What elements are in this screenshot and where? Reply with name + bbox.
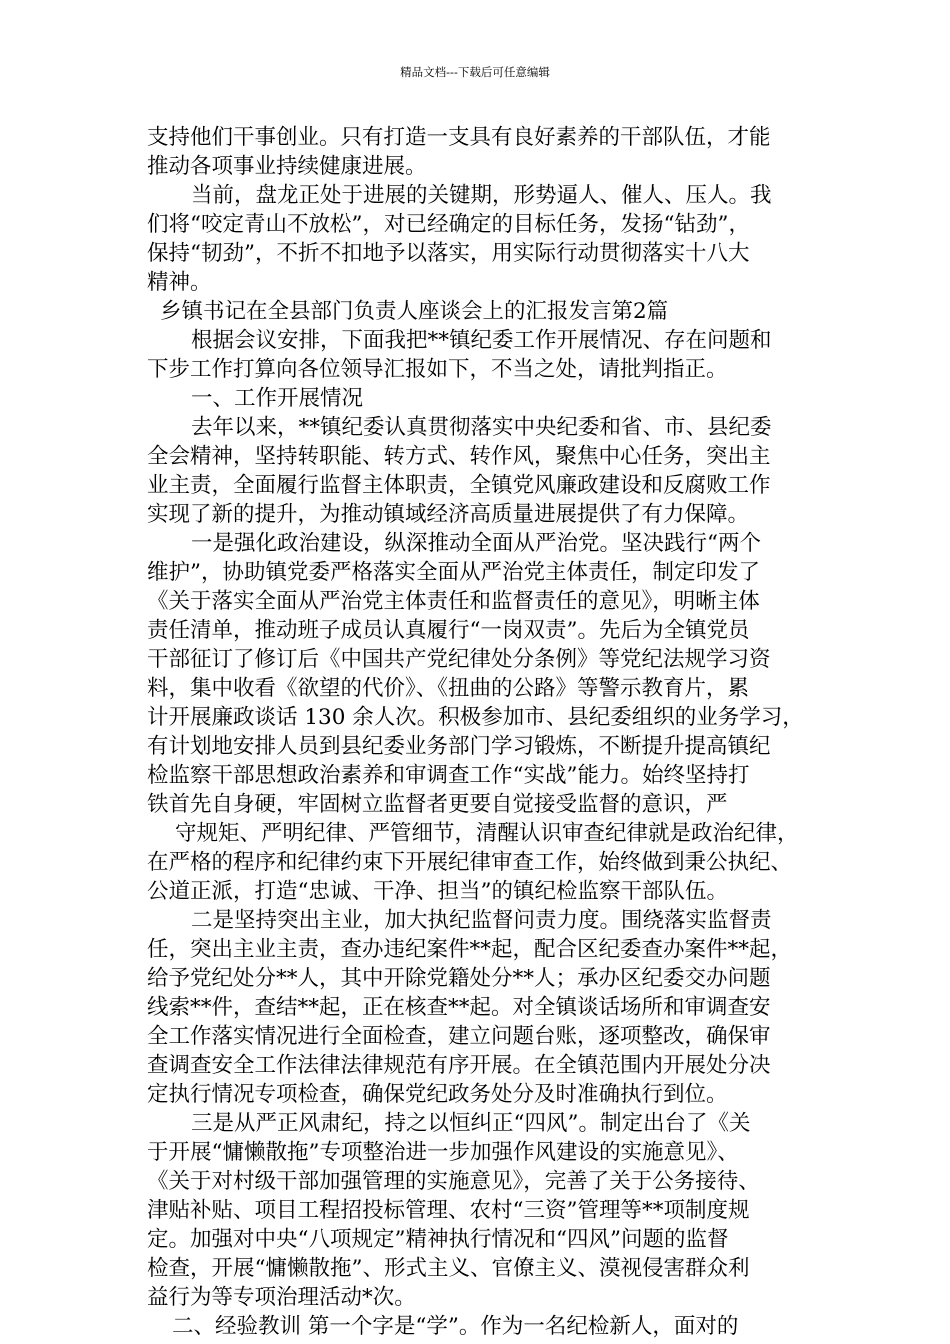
page-header: 精品文档---下载后可任意编辑 [400, 65, 550, 79]
text-line: 当前，盘龙正处于进展的关键期，形势逼人、催人、压人。我 [191, 183, 772, 208]
text-line: 线索**件，查结**起，正在核查**起。对全镇谈话场所和审调查安 [147, 995, 771, 1020]
text-line: 三是从严正风肃纪，持之以恒纠正“四风”。制定出台了《关 [191, 1111, 751, 1136]
text-line: 下步工作打算向各位领导汇报如下，不当之处，请批判指正。 [147, 357, 728, 382]
text-line: 们将“咬定青山不放松”，对已经确定的目标任务，发扬“钻劲”， [147, 212, 750, 237]
text-line: 铁首先自身硬，牢固树立监督者更要自觉接受监督的意识，严 [147, 792, 728, 817]
text-line: 于开展“慵懒散拖”专项整治进一步加强作风建设的实施意见》、 [147, 1140, 739, 1165]
section-title: 乡镇书记在全县部门负责人座谈会上的汇报发言第2篇 [160, 299, 669, 324]
text-line: 守规矩、严明纪律、严管细节，清醒认识审查纪律就是政治纪律， [175, 821, 799, 846]
text-line: 推动各项事业持续健康进展。 [147, 154, 427, 179]
text-line: 去年以来，**镇纪委认真贯彻落实中央纪委和省、市、县纪委 [191, 415, 772, 440]
text-line: 根据会议安排，下面我把**镇纪委工作开展情况、存在问题和 [191, 328, 772, 353]
text-line: 检监察干部思想政治素养和审调查工作“实战”能力。始终坚持打 [147, 763, 750, 788]
text-line: 一是强化政治建设，纵深推动全面从严治党。坚决践行“两个 [191, 531, 761, 556]
text-line: 定执行情况专项检查，确保党纪政务处分及时准确执行到位。 [147, 1082, 728, 1107]
text-line: 干部征订了修订后《中国共产党纪律处分条例》等党纪法规学习资 [147, 647, 771, 672]
text-line: 给予党纪处分**人，其中开除党籍处分**人；承办区纪委交办问题 [147, 966, 771, 991]
text-line: 实现了新的提升，为推动镇域经济高质量进展提供了有力保障。 [147, 502, 750, 527]
text-line: 有计划地安排人员到县纪委业务部门学习锻炼，不断提升提高镇纪 [147, 734, 771, 759]
text-line: 定。加强对中央“八项规定”精神执行情况和“四风”问题的监督 [147, 1227, 729, 1252]
text-line: 业主责，全面履行监督主体职责，全镇党风廉政建设和反腐败工作 [147, 473, 771, 498]
text-line: 支持他们干事创业。只有打造一支具有良好素养的干部队伍，才能 [147, 125, 771, 150]
text-line: 精神。 [147, 270, 212, 295]
text-line: 料，集中收看《欲望的代价》、《扭曲的公路》等警示教育片，累 [147, 676, 750, 701]
text-line: 保持“韧劲”，不折不扣地予以落实，用实际行动贯彻落实十八大 [147, 241, 750, 266]
text-line: 全工作落实情况进行全面检查，建立问题台账，逐项整改，确保审 [147, 1024, 771, 1049]
text-line: 津贴补贴、项目工程招投标管理、农村“三资”管理等**项制度规 [147, 1198, 750, 1223]
section-heading: 二、经验教训 第一个字是“学”。作为一名纪检新人，面对的 [172, 1314, 739, 1339]
section-heading: 一、工作开展情况 [191, 386, 364, 411]
text-line: 查调查安全工作法律法律规范有序开展。在全镇范围内开展处分决 [147, 1053, 771, 1078]
text-line: 二是坚持突出主业，加大执纪监督问责力度。围绕落实监督责 [191, 908, 772, 933]
text-line: 《关于对村级干部加强管理的实施意见》，完善了关于公务接待、 [147, 1169, 760, 1194]
text-line: 维护”，协助镇党委严格落实全面从严治党主体责任，制定印发了 [147, 560, 760, 585]
text-line: 《关于落实全面从严治党主体责任和监督责任的意见》，明晰主体 [147, 589, 760, 614]
text-line: 公道正派，打造“忠诚、干净、担当”的镇纪检监察干部队伍。 [147, 879, 728, 904]
text-line: 任，突出主业主责，查办违纪案件**起，配合区纪委查办案件**起， [147, 937, 793, 962]
text-line: 在严格的程序和纪律约束下开展纪律审查工作，始终做到秉公执纪、 [147, 850, 793, 875]
text-line: 责任清单，推动班子成员认真履行“一岗双责”。先后为全镇党员 [147, 618, 750, 643]
text-line: 益行为等专项治理活动*次。 [147, 1285, 416, 1310]
text-line: 检查，开展“慵懒散拖”、形式主义、官僚主义、漠视侵害群众利 [147, 1256, 750, 1281]
text-line: 全会精神，坚持转职能、转方式、转作风，聚焦中心任务，突出主 [147, 444, 771, 469]
text-line: 计开展廉政谈话 130 余人次。积极参加市、县纪委组织的业务学习， [147, 705, 804, 730]
